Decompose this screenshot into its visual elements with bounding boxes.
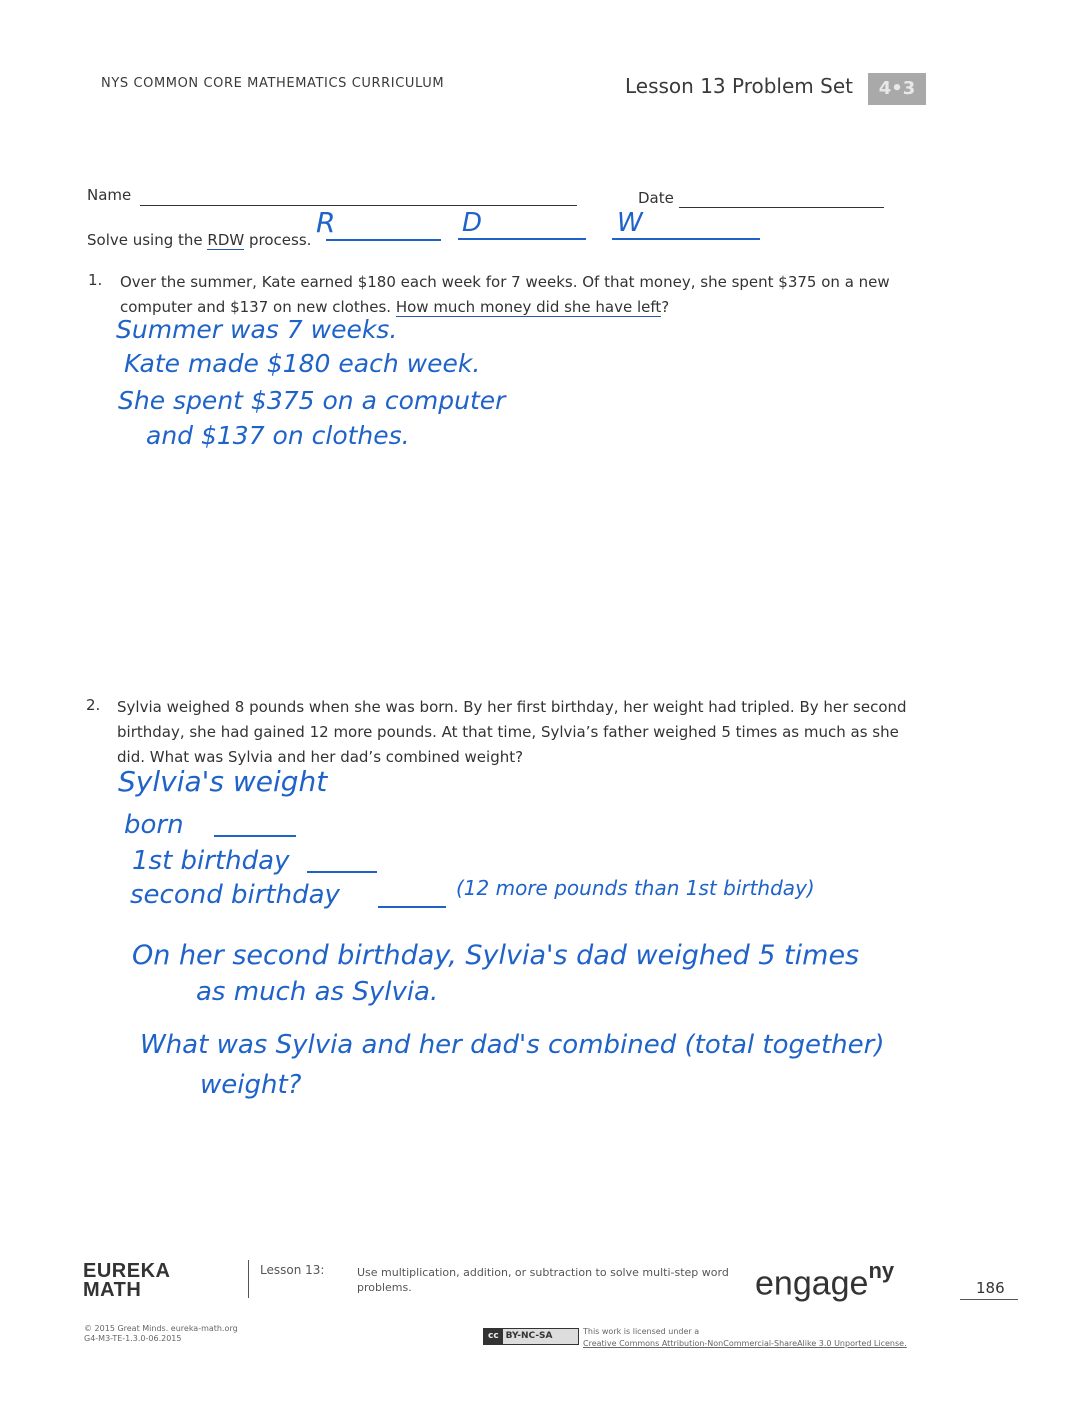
copyright: © 2015 Great Minds. eureka-math.org G4-M3-TE-1.3.0-06.2015 — [84, 1324, 238, 1343]
eureka-math-logo: EUREKA MATH — [83, 1260, 171, 1301]
p1-hw-line-2: Kate made $180 each week. — [124, 349, 481, 378]
problem-2-text: Sylvia weighed 8 pounds when she was born. By her first birthday, her weight had tripled. By her second birthday, she had gained 12 more pounds. At that time, Sylvia’s father weighed 5 times as much as she did. What was Sylvia and her dad’s combined weight? — [117, 698, 907, 766]
p2-hw-question-line-2: weight? — [200, 1070, 302, 1100]
rdw-letter-r: R — [316, 206, 336, 239]
license-text: This work is licensed under a Creative Commons Attribution-NonCommercial-ShareAlike 3.0 Unported License. — [583, 1327, 907, 1348]
rdw-line-d — [458, 238, 586, 240]
p2-hw-heading: Sylvia's weight — [118, 765, 328, 798]
rdw-letter-w: W — [617, 208, 643, 238]
lesson-title: Lesson 13 Problem Set — [625, 74, 853, 98]
p2-hw-first: 1st birthday — [132, 846, 290, 876]
footer-lesson-label: Lesson 13: — [260, 1263, 325, 1277]
problem-2-number: 2. — [86, 696, 101, 714]
p2-hw-first-blank — [307, 871, 377, 873]
cc-license-badge: cc BY-NC-SA — [483, 1328, 579, 1345]
engageny-logo: engage$^{ny}$ — [755, 1258, 895, 1303]
rdw-line-w — [612, 238, 760, 240]
p2-hw-second-note: (12 more pounds than 1st birthday) — [456, 876, 815, 900]
page-number-rule — [960, 1299, 1018, 1300]
problem-1-number: 1. — [88, 271, 103, 289]
problem-1-text: Over the summer, Kate earned $180 each week for 7 weeks. Of that money, she spent $375 on a new computer and $137 on new clothes. How much money did she have left? — [120, 273, 890, 316]
p2-hw-dad-line-1: On her second birthday, Sylvia's dad weighed 5 times — [132, 940, 860, 971]
rdw-line-r — [326, 239, 441, 241]
p2-hw-born: born — [124, 810, 184, 840]
problem-1-question-underlined: How much money did she have left — [395, 298, 662, 316]
p1-hw-line-3: She spent $375 on a computer — [118, 386, 506, 415]
p1-hw-line-1: Summer was 7 weeks. — [116, 315, 398, 344]
p2-hw-second: second birthday — [130, 880, 340, 910]
p2-hw-dad-line-2: as much as Sylvia. — [196, 977, 439, 1007]
p2-hw-question-line-1: What was Sylvia and her dad's combined (total together) — [140, 1030, 885, 1060]
name-label: Name — [87, 186, 132, 204]
page-number: 186 — [976, 1279, 1005, 1297]
instruction: Solve using the RDW process. — [87, 231, 312, 249]
rdw-underlined: RDW — [207, 231, 245, 249]
rdw-letter-d: D — [462, 208, 483, 238]
p2-hw-born-blank — [214, 835, 296, 837]
date-label: Date — [638, 189, 674, 207]
name-line — [140, 205, 577, 206]
p1-hw-line-4: and $137 on clothes. — [146, 421, 410, 450]
curriculum-title: NYS COMMON CORE MATHEMATICS CURRICULUM — [101, 76, 445, 91]
license-link[interactable]: Creative Commons Attribution-NonCommercial-ShareAlike 3.0 Unported License. — [583, 1339, 907, 1348]
footer-objective: Use multiplication, addition, or subtraction to solve multi-step word problems. — [357, 1266, 729, 1294]
cc-icon: cc — [484, 1329, 503, 1344]
footer-divider — [248, 1260, 249, 1298]
p2-hw-second-blank — [378, 906, 446, 908]
module-badge: 4•3 — [868, 73, 926, 105]
date-line — [679, 207, 884, 208]
